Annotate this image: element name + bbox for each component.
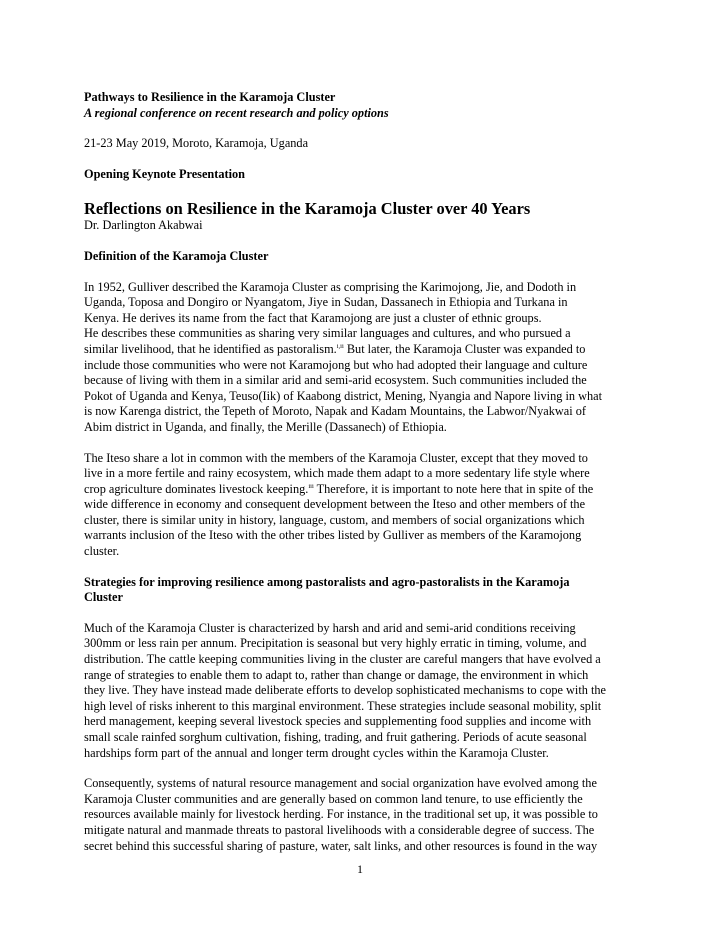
document-page [84,90,640,854]
text-line: because of living with them in a similar arid and semi-arid ecosystem. Such communities included the [84,373,587,388]
text-line: He describes these communities as sharing very similar languages and cultures, and who pursued a [84,326,571,341]
text-line: hardships form part of the annual and longer term drought cycles within the Karamoja Cluster. [84,745,549,760]
conference-subtitle: A regional conference on recent research and policy options [84,105,389,120]
text-line [84,482,640,498]
text-line: Abim district in Uganda, and finally, the Merille (Dassanech) of Ethiopia. [84,419,447,434]
presentation-type: Opening Keynote Presentation [84,166,245,181]
endnote-reference[interactable]: i,ii [336,342,344,350]
text-line: high level of risks inherent to this marginal environment. These strategies include seasonal mobility, split [84,698,602,713]
text-line: distribution. The cattle keeping communities living in the cluster are careful mangers that have evolved a [84,652,601,667]
text-line: herd management, keeping several livestock species and supplementing food supplies and income with [84,714,592,729]
text-line: 300mm or less rain per annum. Precipitation is seasonal but very highly erratic in timing, volume, and [84,636,587,651]
text-fragment: But later, the Karamoja Cluster was expanded to [343,341,586,356]
text-line: Consequently, systems of natural resource management and social organization have evolved among the [84,776,597,791]
text-line: include those communities who were not Karamojong but who had adopted their language and culture [84,357,588,372]
text-line: The Iteso share a lot in common with the members of the Karamoja Cluster, except that they moved to [84,450,588,465]
text-line: Uganda, Toposa and Dongiro or Nyangatom, Jiye in Sudan, Dassanech in Ethiopia and Turkana in [84,295,568,310]
text-fragment: Therefore, it is important to note here that in spite of the [313,481,594,496]
text-line: Pokot of Uganda and Kenya, Teuso(Iik) of Kaabong district, Mening, Nyangia and Napore living in what [84,388,602,403]
page-number: 1 [357,862,363,876]
text-line: resources available mainly for livestock herding. For instance, in the traditional set up, it was possible to [84,807,598,822]
text-line: Much of the Karamoja Cluster is characterized by harsh and arid and semi-arid conditions receiving [84,620,576,635]
text-line: they live. They have instead made deliberate efforts to develop sophisticated mechanisms to cope with the [84,683,607,698]
text-line: warrants inclusion of the Iteso with the other tribes listed by Gulliver as members of the Karamojong [84,528,582,543]
text-line: cluster. [84,544,120,559]
conference-title: Pathways to Resilience in the Karamoja Cluster [84,90,336,104]
heading-line: Strategies for improving resilience among pastoralists and agro-pastoralists in the Karamoja [84,574,570,589]
text-line: Karamoja Cluster communities and are generally based on common land tenure, to use efficiently the [84,791,583,806]
text-line: wide difference in economy and consequent development between the Iteso and other members of the [84,497,586,512]
text-line: mitigate natural and manmade threats to pastoral livelihoods with a considerable degree of success. The [84,822,595,837]
paragraph-strategies-2 [84,776,640,854]
heading-line: Cluster [84,590,123,605]
dates-location: 21-23 May 2019, Moroto, Karamoja, Uganda [84,136,309,151]
endnote-reference[interactable]: iii [308,482,314,490]
text-line: Kenya. He derives its name from the fact that Karamojong are just a cluster of ethnic groups. [84,310,542,325]
section-heading-strategies [84,575,640,606]
text-line [84,342,640,358]
paragraph-definition-2 [84,451,640,560]
text-line: live in a more fertile and rainy ecosystem, which made them adapt to a more sedentary life style where [84,466,590,481]
section-heading-definition: Definition of the Karamoja Cluster [84,248,269,263]
text-line: range of strategies to enable them to adapt to, rather than change or damage, the environment in which [84,667,589,682]
text-line: cluster, there is similar unity in history, language, custom, and members of social organizations which [84,512,585,527]
text-line: is now Karenga district, the Tepeth of Moroto, Napak and Kadam Mountains, the Labwor/Nyakwai of [84,404,586,419]
text-fragment: similar livelihood, that he identified as pastoralism. [84,341,337,356]
document-title: Reflections on Resilience in the Karamoja Cluster over 40 Years [84,199,531,219]
text-line: In 1952, Gulliver described the Karamoja Cluster as comprising the Karimojong, Jie, and Dodoth in [84,279,577,294]
paragraph-strategies-1 [84,621,640,761]
text-fragment: crop agriculture dominates livestock keeping. [84,481,309,496]
paragraph-definition-1 [84,280,640,436]
text-line: small scale rainfed sorghum cultivation, fishing, trading, and fruit gathering. Periods of acute seasonal [84,730,587,744]
text-line: secret behind this successful sharing of pasture, water, salt links, and other resources is found in the way [84,838,598,853]
author-name: Dr. Darlington Akabwai [84,218,203,233]
